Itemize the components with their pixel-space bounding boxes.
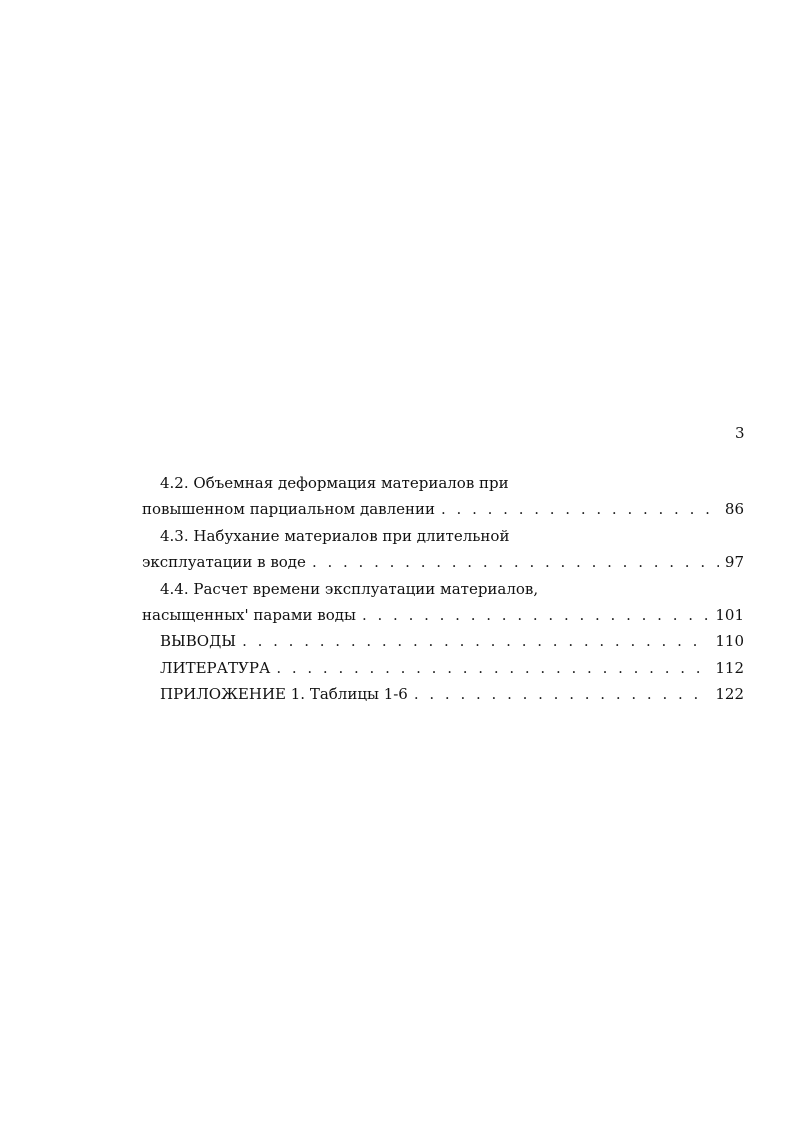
toc-entry-references: [142, 655, 744, 681]
toc-entry-4-4-line-2: [142, 602, 744, 628]
toc-entry-4-4-line-1: [142, 576, 744, 602]
toc-entry-text: 4.3. Набухание материалов при длительной: [160, 526, 510, 545]
toc-entry-4-2-line-2: [142, 496, 744, 522]
toc-page-number: 86: [724, 500, 744, 519]
dot-leader: [242, 628, 709, 654]
toc-page-number: 122: [715, 685, 744, 704]
toc-entry-text: эксплуатации в воде: [142, 553, 306, 572]
toc-entry-text: 4.4. Расчет времени эксплуатации материалов,: [160, 579, 539, 598]
toc-page-number: 101: [715, 605, 744, 624]
toc-entry-conclusions: [142, 628, 744, 654]
table-of-contents: [142, 470, 744, 708]
page-number: 3: [735, 424, 745, 442]
toc-entry-text: насыщенных' парами воды: [142, 605, 356, 624]
toc-entry-text: ВЫВОДЫ: [160, 632, 237, 651]
toc-entry-appendix-1: [142, 681, 744, 707]
toc-page-number: 112: [715, 658, 744, 677]
dot-leader: [362, 602, 709, 628]
toc-entry-text: повышенном парциальном давлении: [142, 500, 436, 519]
toc-entry-text: ПРИЛОЖЕНИЕ 1. Таблицы 1-6: [160, 685, 408, 704]
toc-page-number: 97: [724, 553, 744, 572]
toc-page-number: 110: [715, 632, 744, 651]
dot-leader: [441, 496, 719, 522]
dot-leader: [414, 681, 710, 707]
toc-entry-text: 4.2. Объемная деформация материалов при: [160, 474, 509, 492]
toc-entry-4-3-line-2: [142, 549, 744, 575]
toc-entry-4-2-line-1: [142, 470, 744, 496]
dot-leader: [276, 655, 709, 681]
toc-entry-text: ЛИТЕРАТУРА: [160, 658, 271, 677]
dot-leader: [312, 549, 719, 575]
toc-entry-4-3-line-1: [142, 523, 744, 549]
